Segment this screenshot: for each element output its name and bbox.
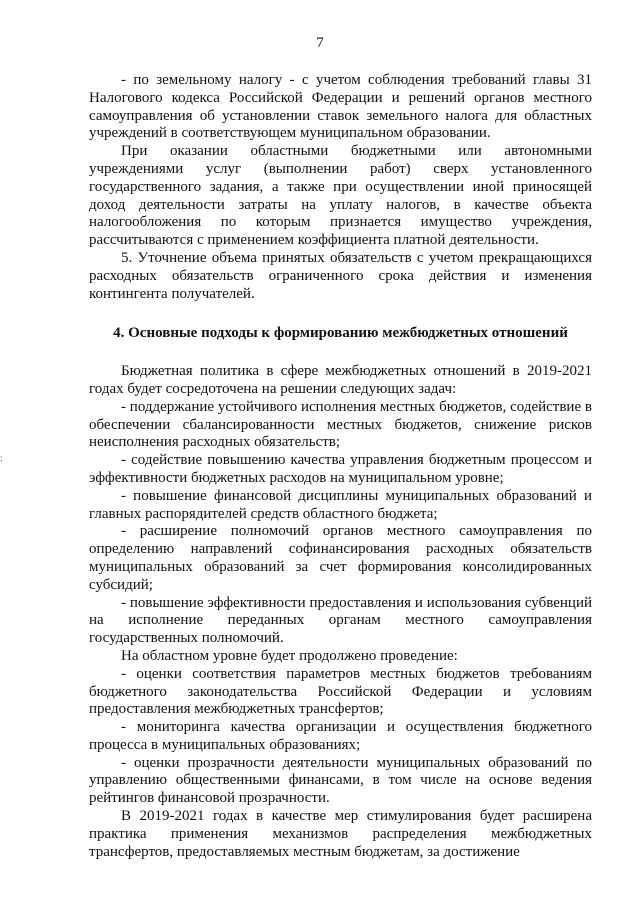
list-item: - мониторинга качества организации и осуществления бюджетного процесса в муниципальных образованиях; [89, 719, 592, 753]
list-item: - повышение финансовой дисциплины муниципальных образований и главных распорядителей средств областного бюджета; [89, 487, 592, 522]
paragraph-obligations: 5. Уточнение объема принятых обязательств с учетом прекращающихся расходных обязательств ограниченного срока действия и изменения контингента получателей. [89, 249, 592, 302]
list-item: - оценки соответствия параметров местных бюджетов требованиям бюджетного законодательства Российской Федерации и условиям предоставления межбюджетных трансфертов; [89, 665, 592, 718]
paragraph-paid-services: При оказании областными бюджетными или автономными учреждениями услуг (выполнении работ) сверх установленного государственного задания, а также при осуществлении иной приносящей доход деятельности затраты на уплату налогов, в качестве объекта налогообложения по которым признается имущество учреждения, рассчитываются с применением коэффициента платной деятельности. [89, 143, 592, 249]
list-item: - расширение полномочий органов местного самоуправления по определению направлений софинансирования расходных обязательств муниципальных образований за счет формирования консолидированных субсидий; [89, 523, 592, 593]
document-body [89, 72, 592, 861]
margin-mark: : [0, 453, 3, 463]
paragraph-regional-level: На областном уровне будет продолжено проведение: [121, 647, 458, 664]
paragraph-intro: Бюджетная политика в сфере межбюджетных отношений в 2019-2021 годах будет сосредоточена на решении следующих задач: [89, 363, 592, 397]
paragraph-land-tax: - по земельному налогу - с учетом соблюдения требований главы 31 Налогового кодекса Российской Федерации и решений органов местного самоуправления об установлении ставок земельного налога для областных учреждений в соответствующем муниципальном образовании. [89, 72, 592, 142]
paragraph-incentives: В 2019-2021 годах в качестве мер стимулирования будет расширена практика применения механизмов распределения межбюджетных трансфертов, предоставляемых местным бюджетам, за достижение [89, 808, 592, 860]
section-heading: 4. Основные подходы к формированию межбюджетных отношений [113, 325, 568, 342]
list-item: - повышение эффективности предоставления и использования субвенций на исполнение переданных органам местного самоуправления государственных полномочий. [89, 594, 592, 647]
page-number: 7 [316, 35, 324, 51]
list-item: - оценки прозрачности деятельности муниципальных образований по управлению общественными финансами, в том числе на основе ведения рейтингов финансовой прозрачности. [89, 754, 592, 807]
list-item: - содействие повышению качества управления бюджетным процессом и эффективности бюджетных расходов на муниципальном уровне; [89, 452, 592, 486]
list-item: - поддержание устойчивого исполнения местных бюджетов, содействие в обеспечении сбалансированности местных бюджетов, снижение рисков неисполнения расходных обязательств; [89, 398, 592, 451]
